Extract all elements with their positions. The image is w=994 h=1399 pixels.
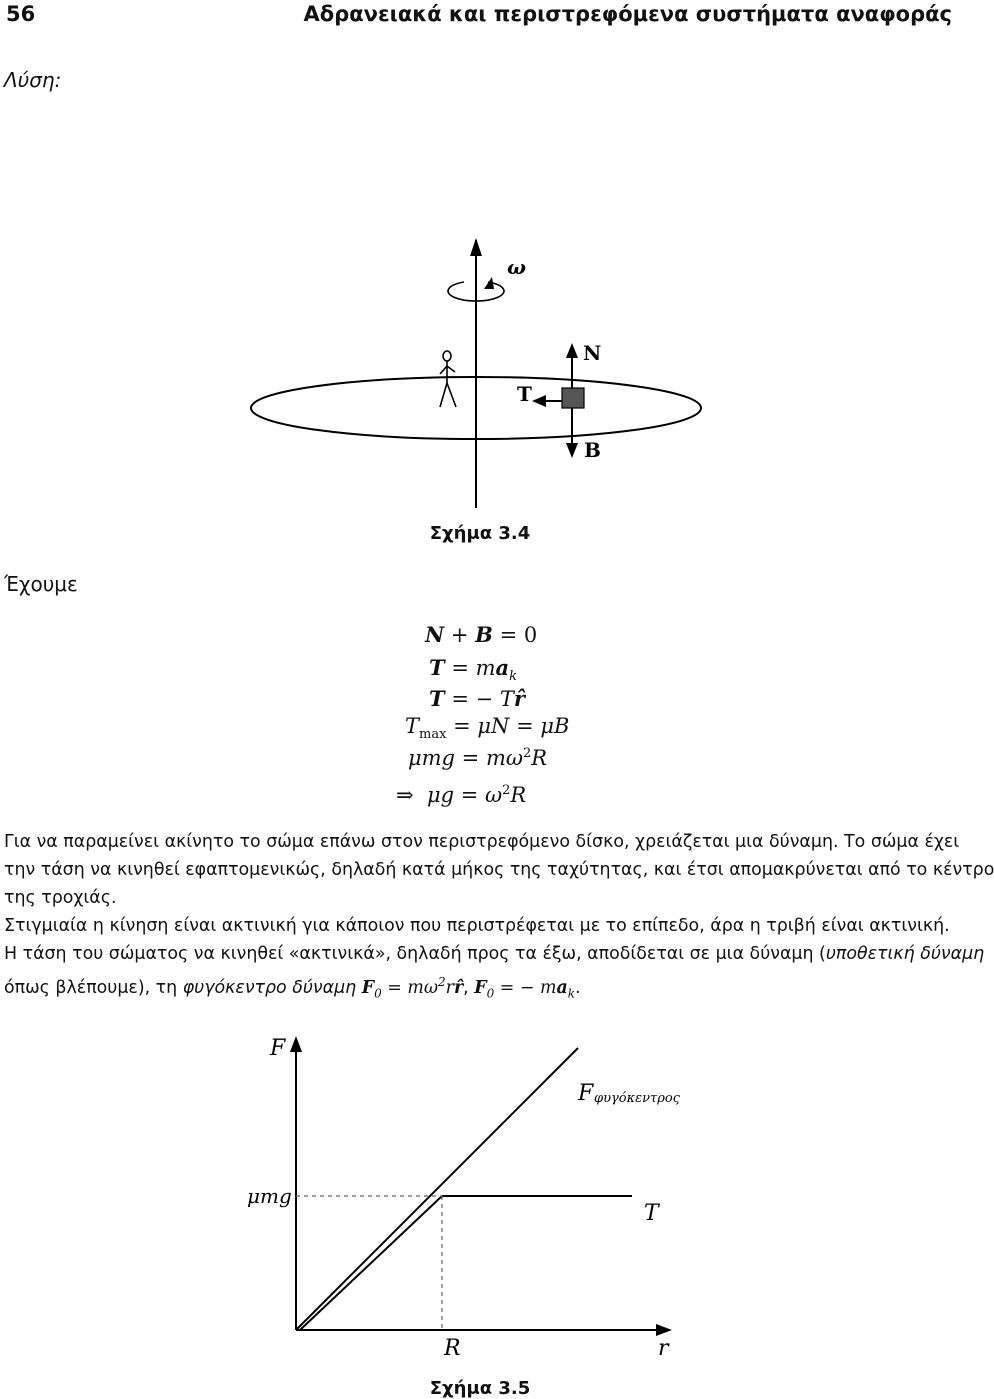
centrifugal-label-sub: φυγόκεντρος [594,1091,680,1106]
weight-arrow [566,443,578,458]
centrifugal-formula-2: $F_0$ = − $ma_k$ [474,977,576,1001]
running-title: Αδρανειακά και περιστρεφόμενα συστήματα αναφοράς [303,2,952,26]
intro-text: Έχουμε [4,572,78,596]
y-axis-label: F [270,1036,286,1061]
equation-4: $T_{max} = \mu N = \mu B$ [405,714,570,743]
x-axis-label: r [658,1336,669,1361]
friction-arrow [532,395,546,407]
equation-5: $\mu mg = m\omega^2R$ [408,746,548,770]
figure-3-5 [0,1020,960,1380]
N-label: N [583,341,602,365]
normal-force-arrow [566,343,578,358]
centrifugal-force-line [296,1048,578,1330]
figure-3-4 [0,0,960,560]
equation-2: $T = ma_k$ [429,655,517,685]
friction-label: T [644,1201,659,1226]
paragraph-2-line-2: Η τάση του σώματος να κινηθεί «ακτινικά», δηλαδή προς τα έξω, αποδίδεται σε μια δύναμη (υποθετική δύναμη [4,944,985,964]
paragraph-1-line-1: Για να παραμείνει ακίνητο το σώμα επάνω στον περιστρεφόμενο δίσκο, χρειάζεται μια δύναμη. Το σώμα έχει [4,832,960,852]
paragraph-1-line-3: της τροχιάς. [4,888,117,908]
omega-label: ω [507,255,527,279]
centrifugal-label: F [578,1081,594,1106]
block-on-disk [562,388,584,408]
R-label: R [444,1336,461,1361]
paragraph-1-line-2: την τάση να κινηθεί εφαπτομενικώς, δηλαδή κατά μήκος της ταχύτητας, και έτσι απομακρύνεται από το κέντρο [4,860,994,880]
page-number: 56 [6,2,36,26]
rotation-axis-arrowhead [470,238,482,256]
paragraph-2-line-1: Στιγμιαία η κίνηση είναι ακτινική για κάποιον που περιστρέφεται με το επίπεδο, άρα η τριβή είναι ακτινική. [4,916,950,936]
solution-label: Λύση: [4,68,62,92]
equation-6: ⇒ $\mu g = \omega^2R$ [396,783,527,807]
mu-mg-label: μmg [247,1184,292,1208]
observer-figure [440,351,456,407]
B-label: B [584,438,601,462]
friction-line-rising [300,1196,442,1330]
centrifugal-formula: $F_0$ = $m\omega^2rr̂$ [361,975,464,1001]
equation-3: T = − Tr̂ [429,686,525,711]
T-label: T [517,382,532,406]
equation-1: N + B = 0 [425,622,538,647]
figure-3-4-caption: Σχήμα 3.4 [429,523,531,544]
paragraph-2-line-3: όπως βλέπουμε), τη φυγόκεντρο δύναμη $F_0$ = $m\omega^2rr̂$, $F_0$ = − $ma_k$. [4,975,581,1001]
figure-3-5-caption: Σχήμα 3.5 [429,1378,531,1399]
